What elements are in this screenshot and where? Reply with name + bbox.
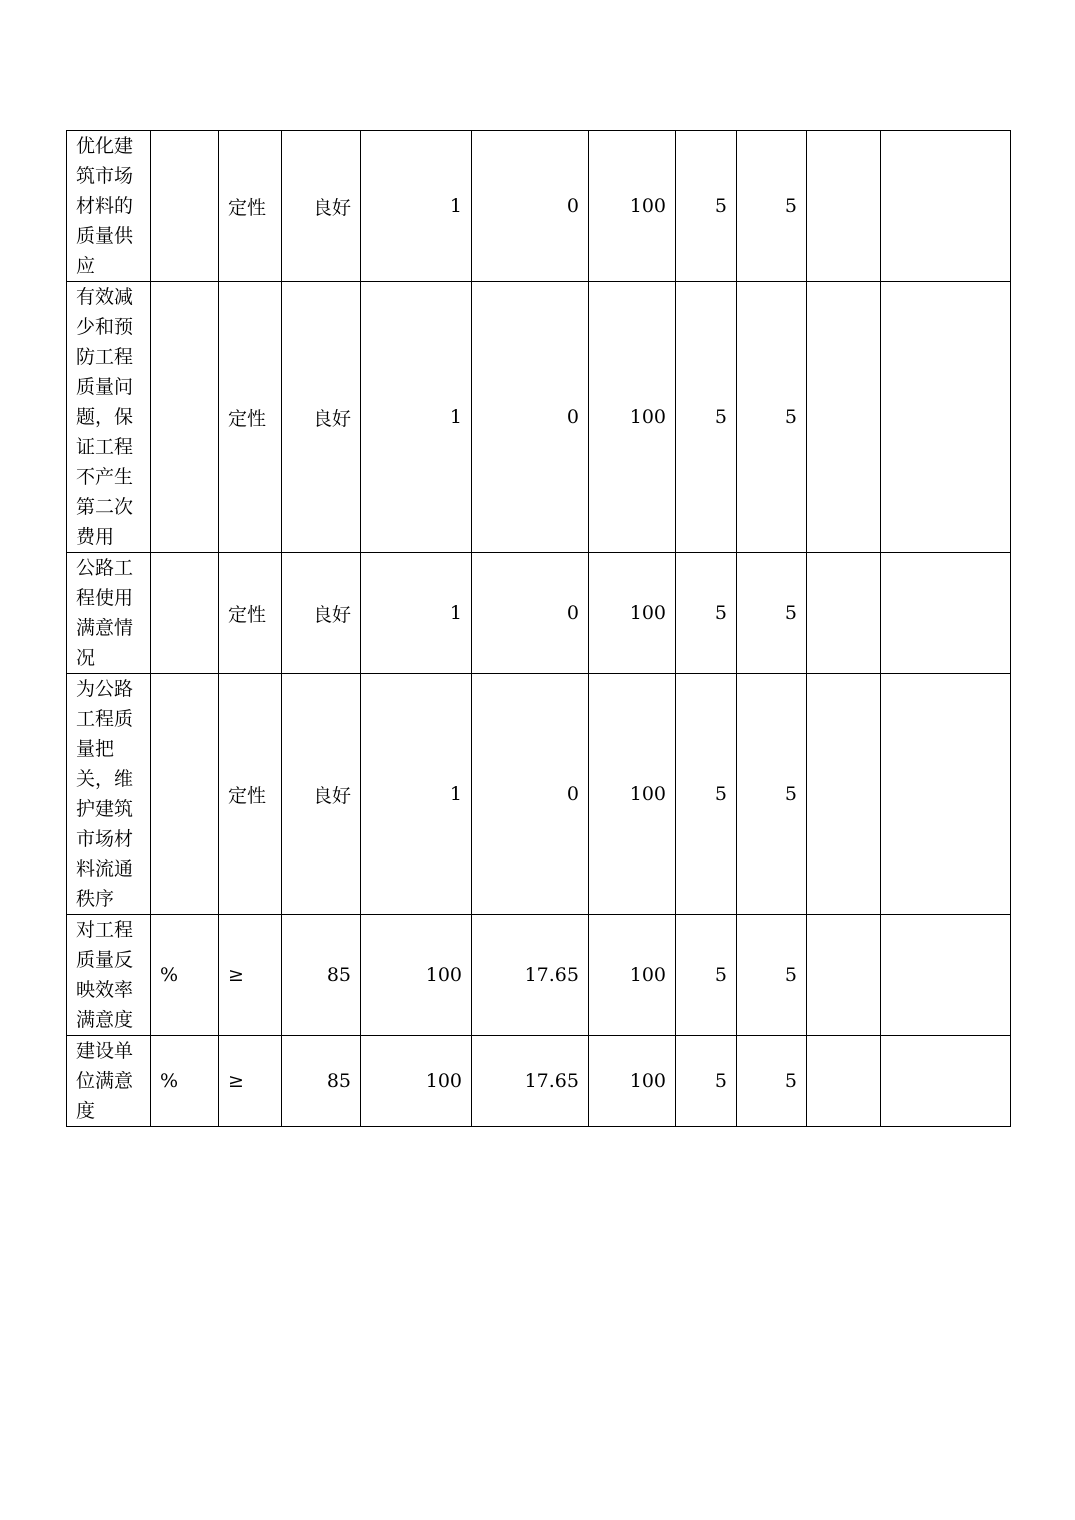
weight-cell: 5 [676, 915, 737, 1036]
target-cell: 85 [282, 1036, 361, 1127]
score-cell: 5 [737, 915, 807, 1036]
remark-cell [881, 131, 1011, 282]
target-cell: 良好 [282, 131, 361, 282]
table-row [67, 282, 1011, 553]
indicator-name: 公路工程使用满意情况 [67, 553, 151, 674]
completion-rate-cell: 100 [589, 282, 676, 553]
target-cell: 85 [282, 915, 361, 1036]
remark-cell [881, 915, 1011, 1036]
unit-cell [151, 131, 219, 282]
table-row [67, 1036, 1011, 1127]
actual-cell: 17.65 [472, 915, 589, 1036]
remark-cell [881, 553, 1011, 674]
deviation-reason-cell [807, 1036, 881, 1127]
table-row [67, 915, 1011, 1036]
weight-cell: 5 [676, 131, 737, 282]
completion-rate-cell: 100 [589, 553, 676, 674]
completion-rate-cell: 100 [589, 674, 676, 915]
table-row [67, 674, 1011, 915]
deviation-reason-cell [807, 915, 881, 1036]
symbol-cell: 定性 [219, 674, 282, 915]
actual-cell: 17.65 [472, 1036, 589, 1127]
score-cell: 5 [737, 131, 807, 282]
indicator-name: 对工程质量反映效率满意度 [67, 915, 151, 1036]
symbol-cell: ≥ [219, 915, 282, 1036]
weight-cell: 5 [676, 1036, 737, 1127]
table-row [67, 131, 1011, 282]
unit-cell: % [151, 1036, 219, 1127]
remark-cell [881, 282, 1011, 553]
actual-cell: 0 [472, 282, 589, 553]
completion-rate-cell: 100 [589, 915, 676, 1036]
symbol-cell: 定性 [219, 131, 282, 282]
deviation-reason-cell [807, 131, 881, 282]
target-cell: 良好 [282, 282, 361, 553]
performance-indicator-table [66, 130, 1011, 1127]
deviation-reason-cell [807, 674, 881, 915]
remark-cell [881, 674, 1011, 915]
score-cell: 5 [737, 282, 807, 553]
weight-cell: 5 [676, 553, 737, 674]
score-cell: 5 [737, 1036, 807, 1127]
completion-rate-cell: 100 [589, 131, 676, 282]
full-year-target-cell: 1 [361, 553, 472, 674]
full-year-target-cell: 100 [361, 915, 472, 1036]
target-cell: 良好 [282, 674, 361, 915]
indicator-name: 建设单位满意度 [67, 1036, 151, 1127]
full-year-target-cell: 1 [361, 131, 472, 282]
target-cell: 良好 [282, 553, 361, 674]
symbol-cell: 定性 [219, 282, 282, 553]
symbol-cell: ≥ [219, 1036, 282, 1127]
full-year-target-cell: 100 [361, 1036, 472, 1127]
deviation-reason-cell [807, 553, 881, 674]
deviation-reason-cell [807, 282, 881, 553]
score-cell: 5 [737, 553, 807, 674]
weight-cell: 5 [676, 674, 737, 915]
actual-cell: 0 [472, 553, 589, 674]
score-cell: 5 [737, 674, 807, 915]
full-year-target-cell: 1 [361, 674, 472, 915]
indicator-name: 优化建筑市场材料的质量供应 [67, 131, 151, 282]
unit-cell [151, 674, 219, 915]
actual-cell: 0 [472, 131, 589, 282]
remark-cell [881, 1036, 1011, 1127]
unit-cell [151, 553, 219, 674]
actual-cell: 0 [472, 674, 589, 915]
indicator-name: 为公路工程质量把关，维护建筑市场材料流通秩序 [67, 674, 151, 915]
weight-cell: 5 [676, 282, 737, 553]
unit-cell [151, 282, 219, 553]
unit-cell: % [151, 915, 219, 1036]
completion-rate-cell: 100 [589, 1036, 676, 1127]
full-year-target-cell: 1 [361, 282, 472, 553]
indicator-name: 有效减少和预防工程质量问题，保证工程不产生第二次费用 [67, 282, 151, 553]
table-row [67, 553, 1011, 674]
symbol-cell: 定性 [219, 553, 282, 674]
